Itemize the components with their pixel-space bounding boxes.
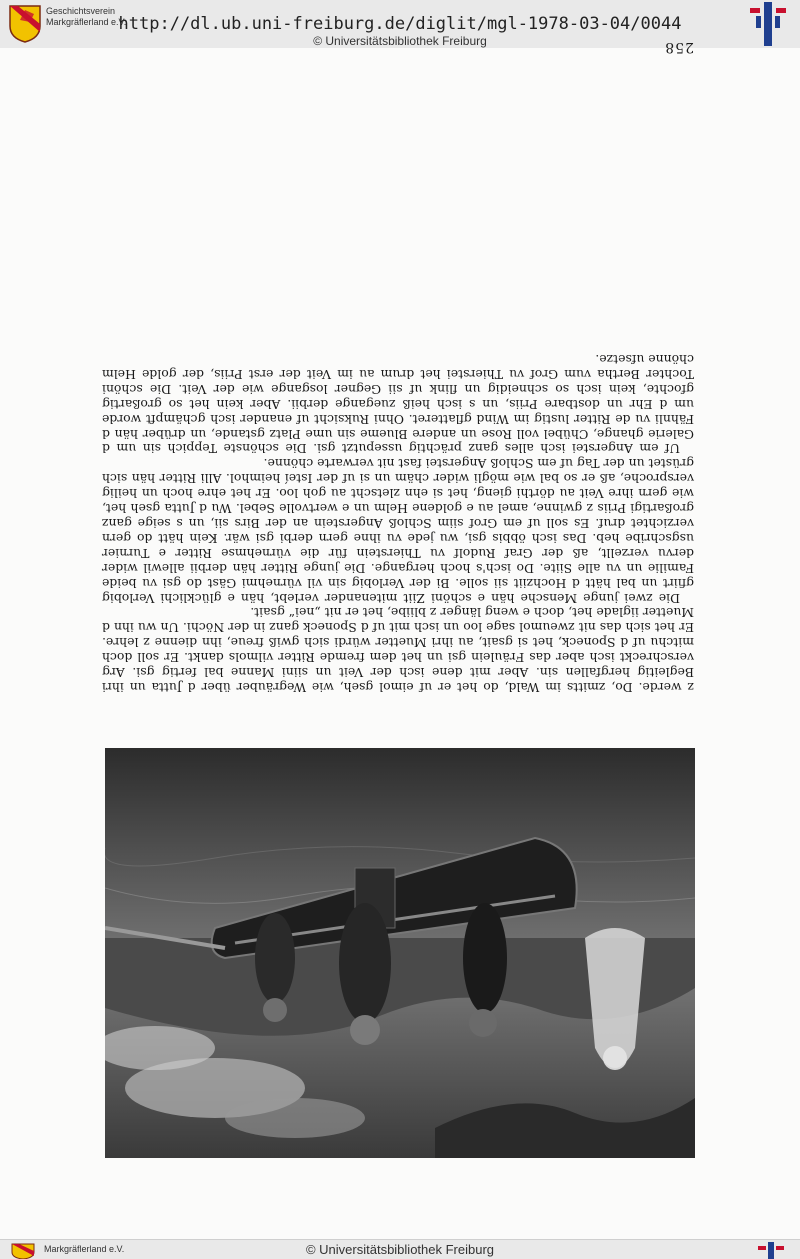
society-name: Geschichtsverein Markgräflerland e.V. bbox=[46, 6, 127, 27]
copyright-notice: © Universitätsbibliothek Freiburg bbox=[313, 34, 487, 48]
society-name: Markgräflerland e.V. bbox=[44, 1244, 125, 1254]
paragraph: Uf em Angerstei isch alles ganz prächtig usseputzt gsi. Die schönste Teppich sin um d Galerie ghange, Chübel voll Rose un andere Blueme sin ume Platz gstande, un drüber hän d Fähnli vu de Ritter lustig im Wind gflatteret. Ohni Ruksicht uf enander isch gchämpft worde um d Ehr un dostbare Priis, un s isch heiß zuegange derbii. Aber kein het so großartig gfochte, kein isch so schneidig un flink uf sii Gegner losgange wie der Veit. Die schöni Tochter Bertha vum Grof vu Thierstei het drum au im Veit der erst Priis, der golde Helm chönne ufsetze. bbox=[102, 352, 694, 457]
paragraph: Die zwei junge Mensche hän e schöni Ziit mitenander verlebt, hän e glücklichi Verlobig gfiirt un bal hätt d Hochziit sii solle. Bi der Verlobig sin vil vürnehmi Gäst do gsi vu beide Familie un vu alle Siite. Do isch's hoch hergange. Die junge Ritter hän derbii allewil wider dervu verzellt, aß der Graf Rudolf vu Thierstein für die vürnehmse Ritter e Turnier usgschribe heb. Das isch öbbis gsi, wu jede vu ihne gern derbi gsi wär. Kein hätt do gern verzichtet druf. Es soll uf em Grof siim Schloß Angerstein an der Birs sii, un s seige ganz großartigi Priis z gwinne, amel au e goldene Helm un e wertvolle Sebel. Wu d Jutta gseh het, wie gern ihre Veit au dörthi gieng, het si ehn zletscht au goh loo. Er het ehre hoch un heilig versproche, aß er so bal wie mögli wider chäm un si uf der Isteí heimhol. Alli Ritter hän sich grüstet un der Tag uf em Schloß Angerstei fast nit verwarte chönne. bbox=[102, 456, 694, 606]
story-text bbox=[102, 351, 694, 694]
document-url-link[interactable]: http://dl.ub.uni-freiburg.de/diglit/mgl-1978-03-04/0044 bbox=[118, 14, 682, 34]
ub-freiburg-logo-icon bbox=[756, 1242, 786, 1259]
viewer-bottom-bar bbox=[0, 1239, 800, 1259]
page-number: 258 bbox=[664, 39, 694, 55]
copyright-notice: © Universitätsbibliothek Freiburg bbox=[305, 1242, 495, 1257]
paragraph: z werde. Do, zmitts im Wald, do het er uf eimol gseh, wie Wegräuber über d Jutta un ihri Begleitig hergfallen sin. Aber mit dene isch der Veit un siini Manne bal fertig gsi. Arg verschreckt isch aber das Fräulein gsi un het dem fremde Ritter vilmols dankt. Er soll doch mitchu uf d Sponeck, het si gsait, au ihri Muetter würdi sich gwiß freue, ihn dienne z lehre. Er het sich das nit zweumol sage loo un isch mit uf d Sponeck ganz in der Nöchi. Un wu ihn d Muetter iiglade het, doch e weng länger z bliibe, het er nit „nei“ gsait. bbox=[102, 605, 694, 695]
boat-scene-engraving bbox=[105, 748, 695, 1158]
ub-freiburg-logo-icon bbox=[746, 2, 790, 46]
historical-illustration bbox=[105, 748, 695, 1158]
